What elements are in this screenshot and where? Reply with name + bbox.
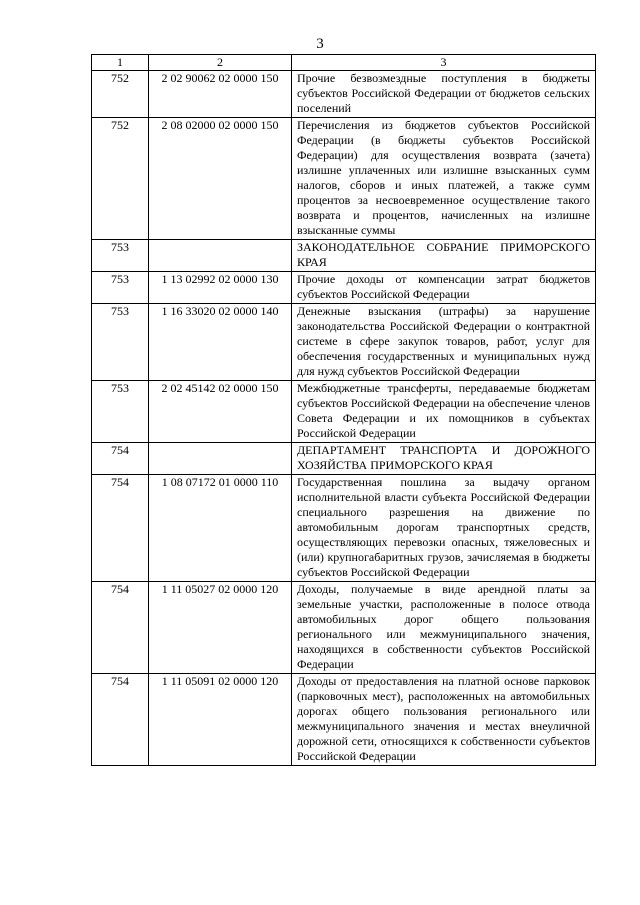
revenue-code-cell: 1 13 02992 02 0000 130: [149, 272, 292, 304]
revenue-code-cell: 1 11 05091 02 0000 120: [149, 674, 292, 766]
admin-code-cell: 753: [92, 381, 149, 443]
page-number: 3: [316, 36, 324, 52]
admin-code-cell: 753: [92, 304, 149, 381]
column-header-2: 2: [149, 55, 292, 71]
admin-code-cell: 754: [92, 443, 149, 475]
revenue-code-cell: 1 08 07172 01 0000 110: [149, 475, 292, 582]
admin-code-cell: 754: [92, 674, 149, 766]
revenue-name-cell: Межбюджетные трансферты, передаваемые бюджетам субъектов Российской Федерации на обеспечение членов Совета Федерации и их помощников в субъектах Российской Федерации: [292, 381, 596, 443]
revenue-name-cell: Доходы, получаемые в виде арендной платы за земельные участки, расположенные в полосе отвода автомобильных дорог общего пользования регионального или межмуниципального значения, находящихся в собственности субъектов Российской Федерации: [292, 582, 596, 674]
table-row: [92, 304, 596, 381]
column-header-3: 3: [292, 55, 596, 71]
table-row: [92, 272, 596, 304]
administrator-name-cell: ЗАКОНОДАТЕЛЬНОЕ СОБРАНИЕ ПРИМОРСКОГО КРАЯ: [292, 240, 596, 272]
admin-code-cell: 753: [92, 240, 149, 272]
admin-code-cell: 753: [92, 272, 149, 304]
revenue-code-cell: 2 02 90062 02 0000 150: [149, 71, 292, 118]
table-row: [92, 71, 596, 118]
table-row: [92, 582, 596, 674]
table-row-heading: [92, 240, 596, 272]
admin-code-cell: 752: [92, 71, 149, 118]
revenue-code-cell: 1 11 05027 02 0000 120: [149, 582, 292, 674]
column-header-1: 1: [92, 55, 149, 71]
admin-code-cell: 754: [92, 475, 149, 582]
revenue-code-cell: [149, 240, 292, 272]
revenue-code-cell: [149, 443, 292, 475]
admin-code-cell: 754: [92, 582, 149, 674]
table-row: [92, 674, 596, 766]
revenue-code-cell: 2 08 02000 02 0000 150: [149, 118, 292, 240]
admin-code-cell: 752: [92, 118, 149, 240]
table-row: [92, 118, 596, 240]
revenue-code-cell: 2 02 45142 02 0000 150: [149, 381, 292, 443]
revenue-codes-table: [91, 54, 596, 766]
table-row-heading: [92, 443, 596, 475]
revenue-name-cell: Прочие безвозмездные поступления в бюджеты субъектов Российской Федерации от бюджетов сельских поселений: [292, 71, 596, 118]
revenue-name-cell: Прочие доходы от компенсации затрат бюджетов субъектов Российской Федерации: [292, 272, 596, 304]
revenue-name-cell: Государственная пошлина за выдачу органом исполнительной власти субъекта Российской Федерации специального разрешения на движение по автомобильным дорогам транспортных средств, осуществляющих перевозки опасных, тяжеловесных и (или) крупногабаритных грузов, зачисляемая в бюджеты субъектов Российской Федерации: [292, 475, 596, 582]
revenue-name-cell: Доходы от предоставления на платной основе парковок (парковочных мест), расположенных на автомобильных дорогах общего пользования регионального или межмуниципального значения и местах внеуличной дорожной сети, относящихся к собственности субъектов Российской Федерации: [292, 674, 596, 766]
revenue-name-cell: Перечисления из бюджетов субъектов Российской Федерации (в бюджеты субъектов Российской Федерации) для осуществления возврата (зачета) излишне уплаченных или излишне взысканных сумм налогов, сборов и иных платежей, а также сумм процентов за несвоевременное осуществление такого возврата и процентов, начисленных на излишне взысканные суммы: [292, 118, 596, 240]
administrator-name-cell: ДЕПАРТАМЕНТ ТРАНСПОРТА И ДОРОЖНОГО ХОЗЯЙСТВА ПРИМОРСКОГО КРАЯ: [292, 443, 596, 475]
table-row: [92, 381, 596, 443]
table-row: [92, 475, 596, 582]
revenue-name-cell: Денежные взыскания (штрафы) за нарушение законодательства Российской Федерации о контрактной системе в сфере закупок товаров, работ, услуг для обеспечения государственных и муниципальных нужд для нужд субъектов Российской Федерации: [292, 304, 596, 381]
table-header-row: [92, 55, 596, 71]
revenue-code-cell: 1 16 33020 02 0000 140: [149, 304, 292, 381]
